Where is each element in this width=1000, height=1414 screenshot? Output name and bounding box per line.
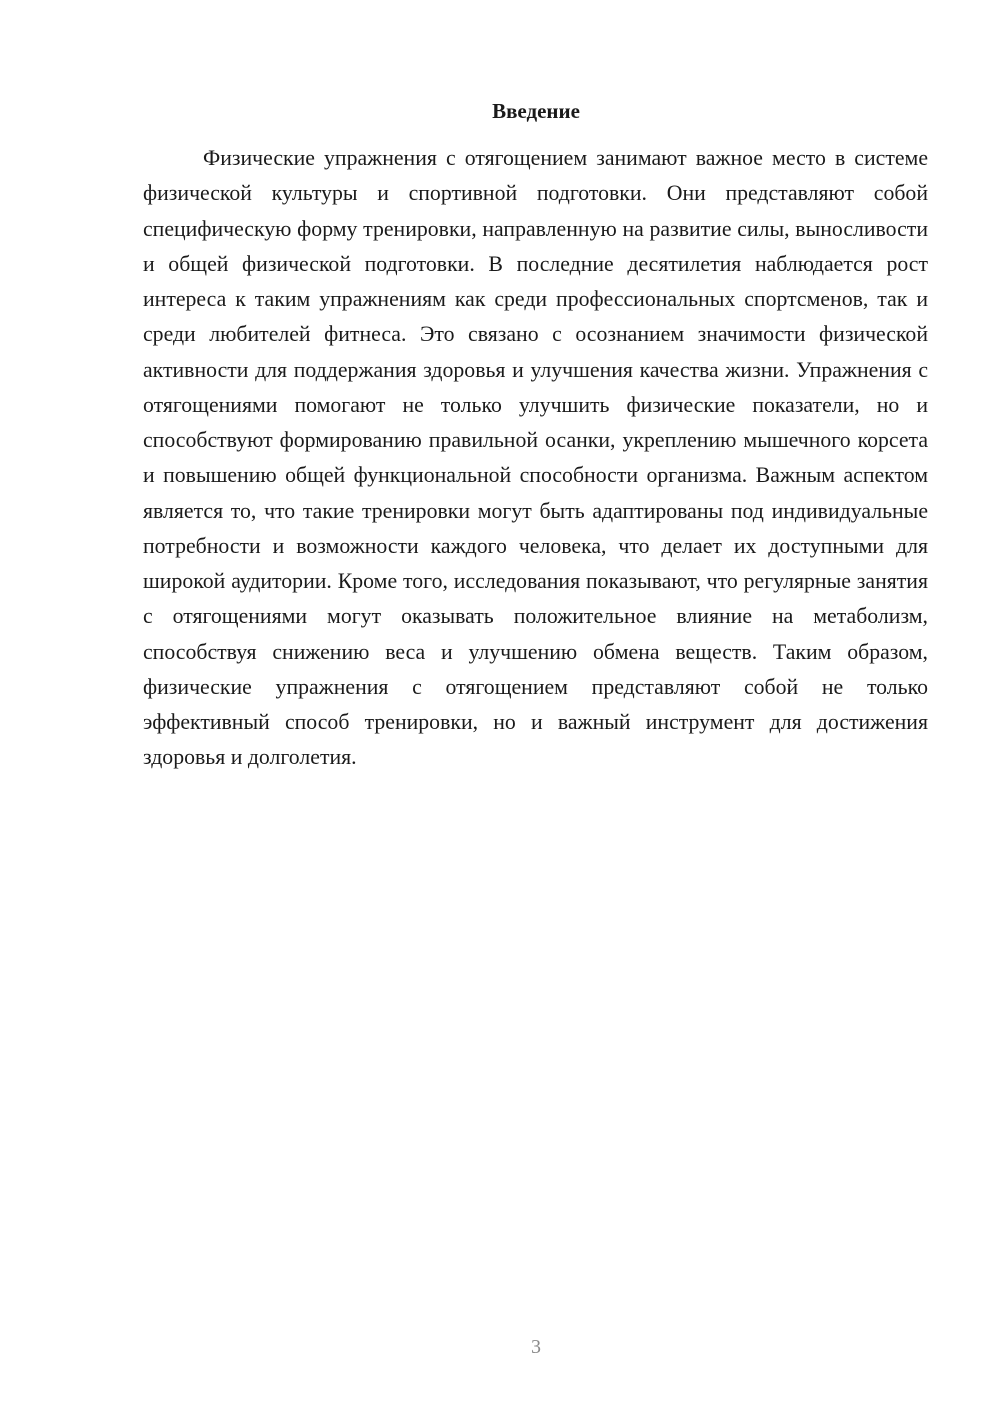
body-paragraph: Физические упражнения с отягощением занимают важное место в системе физической культуры и спортивной подготовки. Они представляют собой специфическую форму тренировки, направленную на развитие силы, выносливости и общей физической подготовки. В последние десятилетия наблюдается рост интереса к таким упражнениям как среди профессиональных спортсменов, так и среди любителей фитнеса. Это связано с осознанием значимости физической активности для поддержания здоровья и улучшения качества жизни. Упражнения с отягощениями помогают не только улучшить физические показатели, но и способствуют формированию правильной осанки, укреплению мышечного корсета и повышению общей функциональной способности организма. Важным аспектом является то, что такие тренировки могут быть адаптированы под индивидуальные потребности и возможности каждого человека, что делает их доступными для широкой аудитории. Кроме того, исследования показывают, что регулярные занятия с отягощениями могут оказывать положительное влияние на метаболизм, способствуя снижению веса и улучшению обмена веществ. Таким образом, физические упражнения с отягощением представляют собой не только эффективный способ тренировки, но и важный инструмент для достижения здоровья и долголетия. bbox=[143, 146, 928, 770]
page-number: 3 bbox=[531, 1336, 541, 1358]
section-heading: Введение bbox=[492, 99, 580, 123]
